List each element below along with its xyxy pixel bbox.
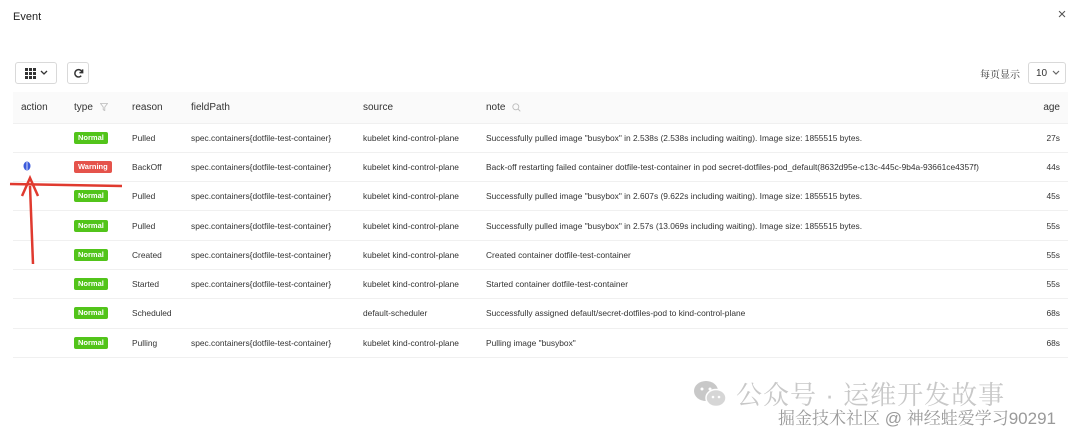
column-header-type-label: type — [74, 101, 93, 113]
grid-icon — [25, 68, 36, 79]
table-row — [13, 299, 1068, 328]
debug-icon[interactable] — [23, 161, 31, 171]
fieldpath-cell: spec.containers{dotfile-test-container} — [183, 123, 355, 152]
type-cell — [66, 328, 124, 357]
reason-cell: Started — [124, 269, 183, 298]
type-cell — [66, 123, 124, 152]
status-badge: Normal — [74, 307, 108, 319]
reason-cell: Created — [124, 240, 183, 269]
note-cell: Successfully pulled image "busybox" in 2.57s (13.069s including waiting). Image size: 1855515 bytes. — [478, 211, 1008, 240]
age-cell: 55s — [1008, 211, 1068, 240]
reason-cell: Pulling — [124, 328, 183, 357]
status-badge: Normal — [74, 220, 108, 232]
column-settings-button[interactable] — [15, 62, 57, 84]
note-cell: Successfully pulled image "busybox" in 2.607s (9.622s including waiting). Image size: 1855515 bytes. — [478, 182, 1008, 211]
age-cell: 68s — [1008, 328, 1068, 357]
refresh-icon — [73, 68, 84, 79]
source-cell: kubelet kind-control-plane — [355, 240, 478, 269]
source-cell: kubelet kind-control-plane — [355, 328, 478, 357]
status-badge: Normal — [74, 278, 108, 290]
events-table — [13, 92, 1068, 358]
note-cell: Pulling image "busybox" — [478, 328, 1008, 357]
table-header-row — [13, 92, 1068, 123]
table-row — [13, 152, 1068, 181]
column-header-note — [478, 92, 1008, 123]
search-icon[interactable] — [512, 103, 521, 112]
table-row — [13, 211, 1068, 240]
fieldpath-cell: spec.containers{dotfile-test-container} — [183, 211, 355, 240]
reason-cell: Pulled — [124, 182, 183, 211]
type-cell — [66, 269, 124, 298]
status-badge: Normal — [74, 190, 108, 202]
type-cell — [66, 211, 124, 240]
status-badge: Normal — [74, 249, 108, 261]
source-cell: kubelet kind-control-plane — [355, 152, 478, 181]
wechat-icon — [692, 379, 728, 409]
source-cell: kubelet kind-control-plane — [355, 182, 478, 211]
age-cell: 27s — [1008, 123, 1068, 152]
action-cell — [13, 328, 66, 357]
type-cell — [66, 299, 124, 328]
type-cell — [66, 152, 124, 181]
fieldpath-cell: spec.containers{dotfile-test-container} — [183, 182, 355, 211]
table-row — [13, 123, 1068, 152]
action-cell — [13, 152, 66, 181]
status-badge: Normal — [74, 132, 108, 144]
column-header-type — [66, 92, 124, 123]
age-cell: 68s — [1008, 299, 1068, 328]
note-cell: Successfully assigned default/secret-dotfiles-pod to kind-control-plane — [478, 299, 1008, 328]
reason-cell: Scheduled — [124, 299, 183, 328]
action-cell — [13, 182, 66, 211]
action-cell — [13, 123, 66, 152]
table-row — [13, 240, 1068, 269]
reason-cell: BackOff — [124, 152, 183, 181]
source-cell: kubelet kind-control-plane — [355, 123, 478, 152]
table-row — [13, 328, 1068, 357]
note-cell: Started container dotfile-test-container — [478, 269, 1008, 298]
page-size-control — [980, 62, 1066, 84]
action-cell — [13, 240, 66, 269]
refresh-button[interactable] — [67, 62, 89, 84]
fieldpath-cell — [183, 299, 355, 328]
fieldpath-cell: spec.containers{dotfile-test-container} — [183, 152, 355, 181]
close-icon: × — [1057, 6, 1067, 23]
reason-cell: Pulled — [124, 211, 183, 240]
type-cell — [66, 240, 124, 269]
source-cell: kubelet kind-control-plane — [355, 211, 478, 240]
age-cell: 55s — [1008, 240, 1068, 269]
column-header-note-label: note — [486, 101, 506, 113]
watermark-line1: 公众号 · 运维开发故事 — [736, 380, 1006, 410]
page-size-value: 10 — [1036, 67, 1048, 79]
page-size-select[interactable] — [1028, 62, 1066, 84]
action-cell — [13, 211, 66, 240]
column-header-fieldpath: fieldPath — [183, 92, 355, 123]
note-cell: Created container dotfile-test-container — [478, 240, 1008, 269]
table-row — [13, 182, 1068, 211]
note-cell: Back-off restarting failed container dotfile-test-container in pod secret-dotfiles-pod_default(8632d95e-c13c-445c-9b4a-93661ce4357f) — [478, 152, 1008, 181]
column-header-action: action — [13, 92, 66, 123]
column-header-reason: reason — [124, 92, 183, 123]
chevron-down-icon — [40, 70, 48, 76]
age-cell: 44s — [1008, 152, 1068, 181]
fieldpath-cell: spec.containers{dotfile-test-container} — [183, 328, 355, 357]
reason-cell: Pulled — [124, 123, 183, 152]
modal-title: Event — [13, 11, 42, 23]
status-badge: Warning — [74, 161, 112, 173]
note-cell: Successfully pulled image "busybox" in 2.538s (2.538s including waiting). Image size: 1855515 bytes. — [478, 123, 1008, 152]
page-size-label: 每页显示 — [980, 69, 1020, 81]
column-header-age: age — [1008, 92, 1068, 123]
action-cell — [13, 299, 66, 328]
type-cell — [66, 182, 124, 211]
watermark-line2: 掘金技术社区 @ 神经蛙爱学习90291 — [778, 409, 1056, 428]
close-button[interactable] — [1054, 7, 1070, 23]
fieldpath-cell: spec.containers{dotfile-test-container} — [183, 269, 355, 298]
column-header-source: source — [355, 92, 478, 123]
age-cell: 45s — [1008, 182, 1068, 211]
chevron-down-icon — [1052, 70, 1060, 76]
table-toolbar — [15, 62, 89, 84]
action-cell — [13, 269, 66, 298]
source-cell: kubelet kind-control-plane — [355, 269, 478, 298]
table-row — [13, 269, 1068, 298]
age-cell: 55s — [1008, 269, 1068, 298]
filter-icon[interactable] — [100, 103, 108, 111]
status-badge: Normal — [74, 337, 108, 349]
source-cell: default-scheduler — [355, 299, 478, 328]
fieldpath-cell: spec.containers{dotfile-test-container} — [183, 240, 355, 269]
